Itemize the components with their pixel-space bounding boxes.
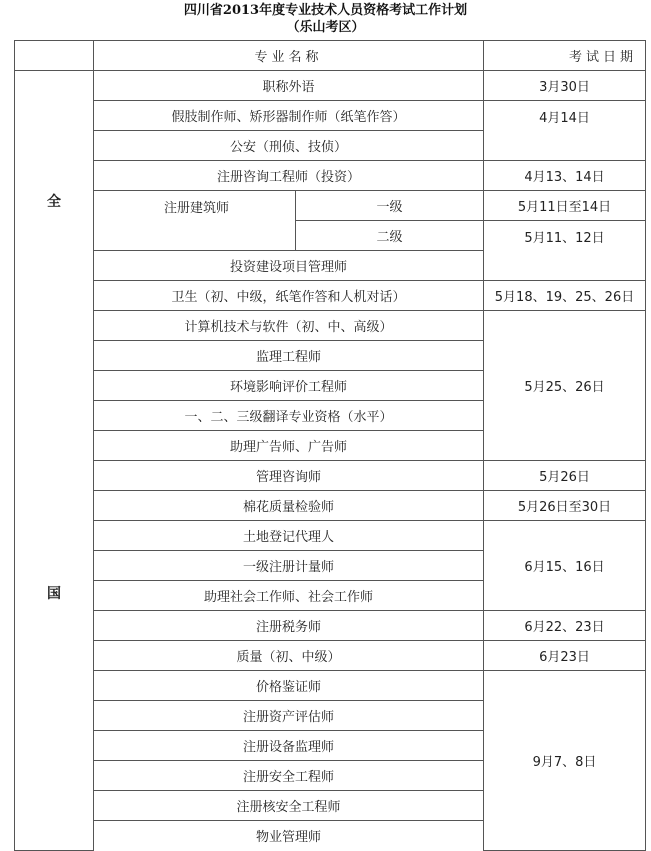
- title-main: 四川省2013年度专业技术人员资格考试工作计划: [183, 3, 468, 18]
- exam-schedule-table: [14, 40, 646, 851]
- exam-name: 职称外语: [94, 71, 484, 101]
- exam-date: 6月15、16日: [484, 521, 646, 611]
- exam-name: 质量（初、中级）: [94, 641, 484, 671]
- table-row: [15, 71, 646, 101]
- document-title: [0, 2, 651, 36]
- exam-date: 5月26日: [484, 461, 646, 491]
- exam-date: 5月18、19、25、26日: [484, 281, 646, 311]
- exam-name: 计算机技术与软件（初、中、高级）: [94, 311, 484, 341]
- exam-date: 5月25、26日: [484, 311, 646, 461]
- header-region-cell: [15, 41, 94, 71]
- exam-name: 注册设备监理师: [94, 731, 484, 761]
- exam-name: 注册税务师: [94, 611, 484, 641]
- exam-name: 注册核安全工程师: [94, 791, 484, 821]
- exam-name: 环境影响评价工程师: [94, 371, 484, 401]
- region-char-quan: 全: [47, 194, 61, 210]
- exam-name: 注册安全工程师: [94, 761, 484, 791]
- exam-date: 6月22、23日: [484, 611, 646, 641]
- exam-name: 棉花质量检验师: [94, 491, 484, 521]
- exam-name: 一、二、三级翻译专业资格（水平）: [94, 401, 484, 431]
- exam-name: 公安（刑侦、技侦）: [94, 131, 484, 161]
- table-header-row: [15, 41, 646, 71]
- region-inner: [15, 71, 93, 850]
- exam-name: 假肢制作师、矫形器制作师（纸笔作答）: [94, 101, 484, 131]
- exam-date: 9月7、8日: [484, 671, 646, 851]
- table-row: [15, 161, 646, 191]
- title-sub: （乐山考区）: [286, 20, 365, 35]
- exam-level: 二级: [296, 221, 484, 251]
- table-row: [15, 611, 646, 641]
- exam-date: 5月11、12日: [484, 221, 646, 281]
- header-name: 专业名称: [94, 41, 484, 71]
- exam-name: 物业管理师: [94, 821, 484, 851]
- exam-name: 投资建设项目管理师: [94, 251, 484, 281]
- exam-date: 5月11日至14日: [484, 191, 646, 221]
- table-row: [15, 671, 646, 701]
- exam-name: 注册资产评估师: [94, 701, 484, 731]
- table-row: [15, 311, 646, 341]
- exam-name: 管理咨询师: [94, 461, 484, 491]
- exam-name: 监理工程师: [94, 341, 484, 371]
- exam-name: 助理社会工作师、社会工作师: [94, 581, 484, 611]
- table-row: [15, 191, 646, 221]
- exam-name: 价格鉴证师: [94, 671, 484, 701]
- exam-date: 4月14日: [484, 101, 646, 161]
- table-row: [15, 641, 646, 671]
- table-row: [15, 461, 646, 491]
- exam-date: 5月26日至30日: [484, 491, 646, 521]
- exam-name: 一级注册计量师: [94, 551, 484, 581]
- table-row: [15, 101, 646, 131]
- exam-name: 土地登记代理人: [94, 521, 484, 551]
- exam-level: 一级: [296, 191, 484, 221]
- exam-date: 4月13、14日: [484, 161, 646, 191]
- exam-date: 6月23日: [484, 641, 646, 671]
- region-cell: [15, 71, 94, 851]
- table-row: [15, 491, 646, 521]
- exam-name: 注册咨询工程师（投资）: [94, 161, 484, 191]
- exam-name: 卫生（初、中级，纸笔作答和人机对话）: [94, 281, 484, 311]
- region-char-guo: 国: [47, 586, 61, 602]
- exam-name: 助理广告师、广告师: [94, 431, 484, 461]
- table-row: [15, 521, 646, 551]
- exam-name: 注册建筑师: [94, 191, 296, 251]
- table-row: [15, 281, 646, 311]
- exam-date: 3月30日: [484, 71, 646, 101]
- header-date: 考试日期: [484, 41, 646, 71]
